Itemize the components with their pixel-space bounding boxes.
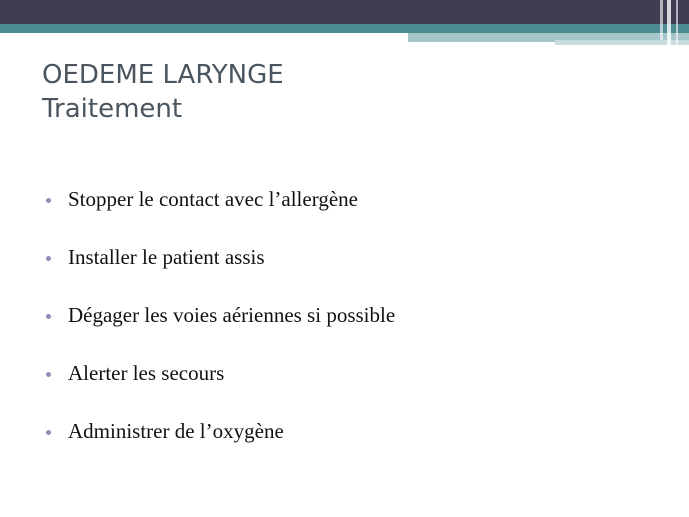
bullet-dot-icon xyxy=(46,372,51,377)
list-item xyxy=(46,344,395,402)
bullet-dot-icon xyxy=(46,314,51,319)
list-item xyxy=(46,402,395,460)
list-item xyxy=(46,228,395,286)
list-item xyxy=(46,286,395,344)
bullet-dot-icon xyxy=(46,430,51,435)
header-decorative-band xyxy=(0,0,689,48)
bullet-list xyxy=(46,170,395,460)
title-subtitle: Traitement xyxy=(42,94,183,124)
list-item-text: Dégager les voies aériennes si possible xyxy=(68,302,396,327)
slide-title xyxy=(42,58,284,126)
bullet-dot-icon xyxy=(46,256,51,261)
bullet-dot-icon xyxy=(46,198,51,203)
list-item-text: Alerter les secours xyxy=(68,360,225,385)
list-item-text: Stopper le contact avec l’allergène xyxy=(68,186,358,211)
list-item xyxy=(46,170,395,228)
list-item-text: Installer le patient assis xyxy=(68,244,265,269)
list-item-text: Administrer de l’oxygène xyxy=(68,418,284,443)
title-main: OEDEME LARYNGE xyxy=(42,60,284,90)
